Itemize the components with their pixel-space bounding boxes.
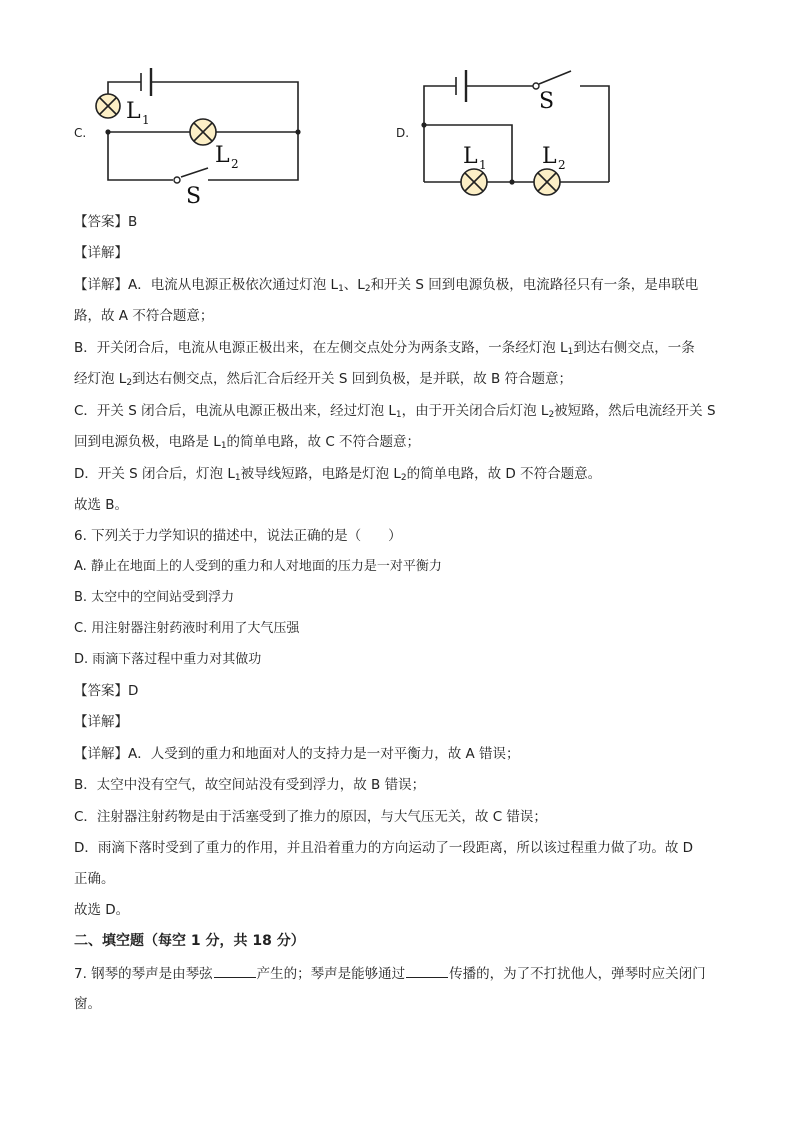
lamp-l2-label: L: [215, 143, 230, 168]
q6-detail-line: D．雨滴下落时受到了重力的作用，并且沿着重力的方向运动了一段距离，所以该过程重力做了功。故 D: [74, 840, 694, 856]
q5-detail-heading: 【详解】: [74, 245, 128, 261]
q5-detail-b-line2: 经灯泡 $L_2$到达右侧交点，然后汇合后经开关 S 回到负极，是并联，故 B 符合题意；: [74, 371, 573, 388]
q5-detail-c-line2: 回到电源负极，电路是 $L_1$的简单电路，故 C 不符合题意；: [74, 434, 421, 451]
option-d-label: D.: [396, 126, 410, 140]
lamp-l2-icon: [190, 119, 216, 145]
q6-stem: 6. 下列关于力学知识的描述中，说法正确的是（ ）: [74, 528, 402, 544]
lamp-l1-sub: 1: [479, 158, 487, 172]
switch-label: S: [539, 89, 555, 114]
q6-option-b: B. 太空中的空间站受到浮力: [74, 590, 235, 605]
q5-detail-a-line1: 【详解】A．电流从电源正极依次通过灯泡 $L_1$、$L_2$和开关 S 回到电源负极，电流路径只有一条，是串联电: [74, 277, 699, 294]
lamp-l2-sub: 2: [558, 158, 566, 172]
q5-conclusion: 故选 B。: [74, 497, 129, 513]
option-c-label: C.: [74, 126, 87, 140]
lamp-l1-icon: [96, 94, 120, 118]
q6-answer: 【答案】D: [74, 683, 139, 699]
lamp-l1-label: L: [463, 144, 478, 169]
lamp-l2-label: L: [542, 144, 557, 169]
q5-detail-d-line1: D．开关 S 闭合后，灯泡 $L_1$被导线短路，电路是灯泡 $L_2$的简单电路，故 D 不符合题意。: [74, 466, 602, 483]
q7-line1: 7. 钢琴的琴声是由琴弦 产生的；琴声是能够通过 传播的，为了不打扰他人，弹琴时应关闭门: [74, 966, 706, 982]
q6-detail-line: 【详解】A．人受到的重力和地面对人的支持力是一对平衡力，故 A 错误；: [74, 746, 520, 762]
q5-detail-a-line2: 路，故 A 不符合题意；: [74, 308, 214, 324]
lamp-l1-sub: 1: [142, 113, 150, 127]
q6-detail-line: 正确。: [74, 871, 115, 887]
lamp-l1-label: L: [126, 99, 141, 124]
q6-option-a: A. 静止在地面上的人受到的重力和人对地面的压力是一对平衡力: [74, 559, 442, 574]
answer-blank[interactable]: [214, 964, 256, 978]
circuit-diagram-d: [418, 62, 618, 202]
q5-answer: 【答案】B: [74, 214, 138, 230]
switch-contact-icon: [174, 177, 180, 183]
lamp-l2-sub: 2: [231, 157, 239, 171]
switch-label: S: [186, 184, 202, 209]
q6-detail-line: B．太空中没有空气，故空间站没有受到浮力，故 B 错误；: [74, 777, 426, 793]
q6-detail-line: C．注射器注射药物是由于活塞受到了推力的原因，与大气压无关，故 C 错误；: [74, 809, 547, 825]
section-title: 二、填空题（每空 1 分，共 18 分）: [74, 933, 305, 949]
q5-detail-b-line1: B．开关闭合后，电流从电源正极出来，在左侧交点处分为两条支路，一条经灯泡 $L_1$到达右侧交点，一条: [74, 340, 695, 357]
q5-detail-c-line1: C．开关 S 闭合后，电流从电源正极出来，经过灯泡 $L_1$，由于开关闭合后灯泡 $L_2$被短路，然后电流经开关 S: [74, 403, 716, 420]
lamp-l2-icon: [534, 169, 560, 195]
circuit-diagram-c: [90, 62, 320, 209]
q6-option-c: C. 用注射器注射药液时利用了大气压强: [74, 621, 300, 636]
q6-option-d: D. 雨滴下落过程中重力对其做功: [74, 652, 262, 667]
lamp-l1-icon: [461, 169, 487, 195]
q6-detail-heading: 【详解】: [74, 714, 128, 730]
q7-line2: 窗。: [74, 996, 101, 1012]
q6-conclusion: 故选 D。: [74, 902, 130, 918]
answer-blank[interactable]: [406, 964, 448, 978]
